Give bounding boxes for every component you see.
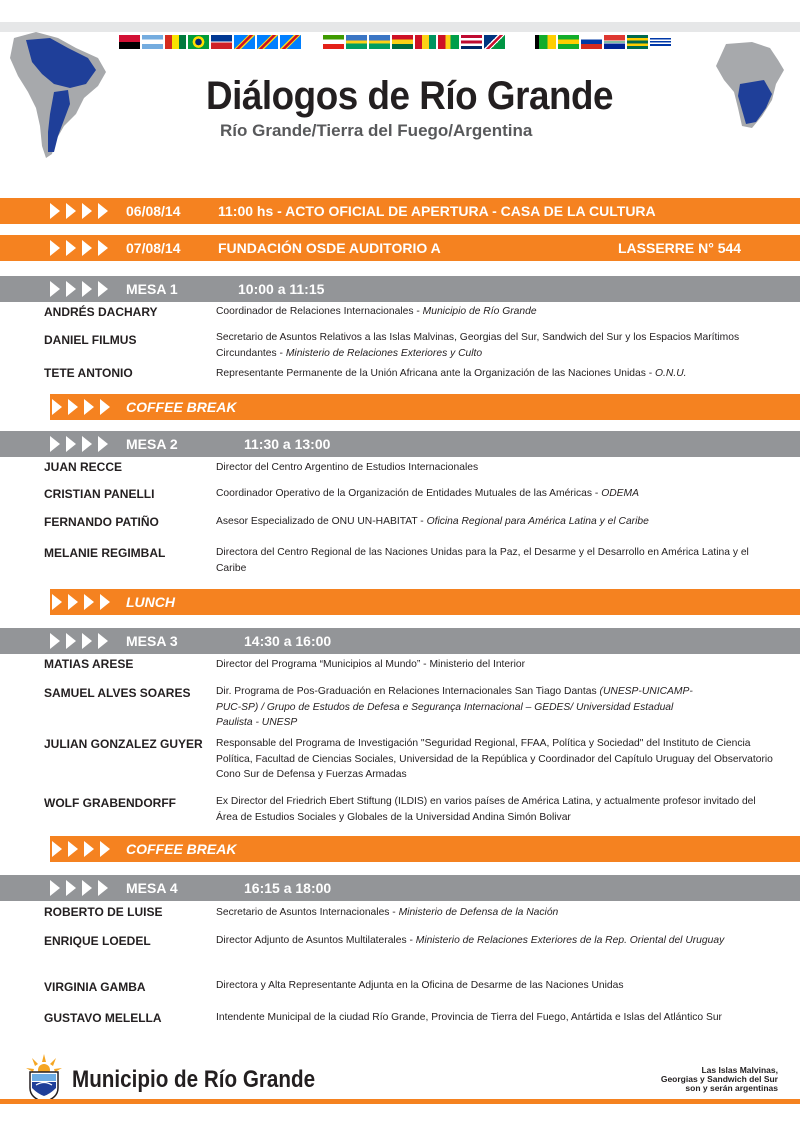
flag-icon: [460, 34, 483, 50]
mesa-label: MESA 4: [126, 880, 178, 896]
opening-date: 06/08/14: [126, 203, 181, 219]
flag-icon: [141, 34, 164, 50]
footer-slogan-line: Las Islas Malvinas,: [701, 1065, 778, 1075]
speaker-role: Directora y Alta Representante Adjunta en la Oficina de Desarme de las Naciones Unidas: [216, 980, 624, 991]
flag-icon: [233, 34, 256, 50]
chevron-arrows-icon: [50, 593, 116, 611]
speaker-role: Coordinador Operativo de la Organización de Entidades Mutuales de las Américas - ODEMA: [216, 488, 639, 499]
venue-date: 07/08/14: [126, 240, 181, 256]
flag-icon: [414, 34, 437, 50]
page-subtitle: Río Grande/Tierra del Fuego/Argentina: [220, 121, 533, 140]
speaker-role: Asesor Especializado de ONU UN-HABITAT - Oficina Regional para América Latina y el Caribe: [216, 516, 649, 527]
flag-icon: [557, 34, 580, 50]
chevron-arrows-icon: [50, 398, 116, 416]
speaker-role: Director del Programa “Municipios al Mundo” - Ministerio del Interior: [216, 659, 526, 670]
footer-title: Municipio de Río Grande: [72, 1066, 316, 1093]
flag-icon: [187, 34, 210, 50]
opening-bar: [0, 198, 800, 224]
speaker-role: Intendente Municipal de la ciudad Río Grande, Provincia de Tierra del Fuego, Antártida e Islas del Atlántico Sur: [216, 1012, 722, 1023]
speaker-role: Representante Permanente de la Unión Africana ante la Organización de las Naciones Unidas - O.N.U.: [216, 368, 687, 379]
africa-map-icon: [712, 40, 788, 132]
flag-icon: [483, 34, 506, 50]
speaker-role: Responsable del Programa de Investigación "Seguridad Regional, FFAA, Política y Sociedad" del Instituto de Ciencia Política, Facultad de Ciencias Sociales, Universidad de la República y Coordinador del Capítulo Uruguay del Observatorio Cono Sur de Defensa y Fuerzas Armadas: [216, 738, 773, 780]
speaker-name: SAMUEL ALVES SOARES: [44, 686, 191, 700]
speaker-name: CRISTIAN PANELLI: [44, 487, 155, 501]
coffee-break-label: COFFEE BREAK: [126, 399, 237, 415]
coffee-break-bar: [50, 836, 800, 862]
mesa-time: 10:00 a 11:15: [238, 281, 325, 297]
flag-icon: [391, 34, 414, 50]
footer-slogan-line: Georgias y Sandwich del Sur: [660, 1074, 778, 1084]
footer-slogan-line: son y serán argentinas: [685, 1083, 778, 1093]
flag-icon: [118, 34, 141, 50]
mesa-1-bar: [0, 276, 800, 302]
coffee-break-bar: [50, 394, 800, 420]
speaker-role: Director del Centro Argentino de Estudios Internacionales: [216, 462, 479, 473]
speaker-name: ROBERTO DE LUISE: [44, 905, 163, 919]
mesa-time: 16:15 a 18:00: [244, 880, 332, 896]
speaker-name: JUAN RECCE: [44, 460, 123, 474]
speaker-name: VIRGINIA GAMBA: [44, 980, 146, 994]
top-strip: [0, 22, 800, 32]
flag-icon: [626, 34, 649, 50]
venue-bar: [0, 235, 800, 261]
flag-icon: [534, 34, 557, 50]
speaker-role: Dir. Programa de Pos-Graduación en Relaciones Internacionales San Tiago Dantas (UNESP-UNICAMP-PUC-SP) / Grupo de Estudos de Defesa e Segurança Internacional – GEDES/ Universidad Estadual Paulista - UNESP: [216, 686, 693, 728]
speaker-name: TETE ANTONIO: [44, 366, 133, 380]
flag-icon: [437, 34, 460, 50]
chevron-arrows-icon: [48, 280, 114, 298]
speaker-name: GUSTAVO MELELLA: [44, 1011, 162, 1025]
footer-slogan: [578, 1066, 778, 1093]
speaker-name: JULIAN GONZALEZ GUYER: [44, 737, 203, 751]
speaker-role: Secretario de Asuntos Relativos a las Islas Malvinas, Georgias del Sur, Sandwich del Sur y los Espacios Marítimos Circundantes - Ministerio de Relaciones Exteriores y Culto: [216, 332, 740, 359]
flag-icon: [279, 34, 302, 50]
mesa-label: MESA 3: [126, 633, 178, 649]
speaker-role: Secretario de Asuntos Internacionales - Ministerio de Defensa de la Nación: [216, 907, 559, 918]
page-title: Diálogos de Río Grande: [206, 74, 614, 118]
flag-icon: [322, 34, 345, 50]
municipal-seal-icon: [24, 1052, 64, 1104]
flags-group-left: [118, 34, 302, 50]
flag-icon: [210, 34, 233, 50]
speaker-name: DANIEL FILMUS: [44, 333, 137, 347]
mesa-time: 14:30 a 16:00: [244, 633, 332, 649]
flag-icon: [256, 34, 279, 50]
flag-icon: [580, 34, 603, 50]
speaker-role: Directora del Centro Regional de las Naciones Unidas para la Paz, el Desarme y el Desarrollo en América Latina y el Caribe: [216, 547, 749, 574]
speaker-name: MATIAS ARESE: [44, 657, 134, 671]
mesa-label: MESA 2: [126, 436, 178, 452]
speaker-name: MELANIE REGIMBAL: [44, 546, 166, 560]
mesa-label: MESA 1: [126, 281, 178, 297]
speaker-name: FERNANDO PATIÑO: [44, 515, 159, 529]
south-america-map-icon: [6, 28, 112, 162]
flag-icon: [368, 34, 391, 50]
chevron-arrows-icon: [48, 632, 114, 650]
speaker-role: Director Adjunto de Asuntos Multilaterales - Ministerio de Relaciones Exteriores de la Rep. Oriental del Uruguay: [216, 935, 725, 946]
flag-icon: [649, 34, 672, 50]
flag-icon: [164, 34, 187, 50]
footer-line: [0, 1099, 800, 1104]
speaker-name: ANDRÉS DACHARY: [44, 305, 158, 319]
speaker-name: WOLF GRABENDORFF: [44, 796, 176, 810]
speaker-name: ENRIQUE LOEDEL: [44, 934, 151, 948]
flag-icon: [603, 34, 626, 50]
speaker-role: Coordinador de Relaciones Internacionales - Municipio de Río Grande: [216, 306, 537, 317]
speaker-role: Ex Director del Friedrich Ebert Stiftung (ILDIS) en varios países de América Latina, y actualmente profesor invitado del Área de Estudios Sociales y Globales de la Universidad Andina Simón Bolivar: [216, 796, 756, 823]
flags-group-right: [534, 34, 672, 50]
chevron-arrows-icon: [48, 879, 114, 897]
chevron-arrows-icon: [48, 239, 114, 257]
venue-text: FUNDACIÓN OSDE AUDITORIO A: [218, 240, 441, 256]
mesa-2-bar: [0, 431, 800, 457]
lunch-label: LUNCH: [126, 594, 175, 610]
flags-group-middle: [322, 34, 506, 50]
mesa-time: 11:30 a 13:00: [244, 436, 331, 452]
mesa-4-bar: [0, 875, 800, 901]
opening-text: 11:00 hs - ACTO OFICIAL DE APERTURA - CASA DE LA CULTURA: [218, 203, 656, 219]
lunch-bar: [50, 589, 800, 615]
chevron-arrows-icon: [48, 202, 114, 220]
venue-address: LASSERRE N° 544: [618, 240, 742, 256]
coffee-break-label: COFFEE BREAK: [126, 841, 237, 857]
mesa-3-bar: [0, 628, 800, 654]
chevron-arrows-icon: [50, 840, 116, 858]
flag-icon: [345, 34, 368, 50]
chevron-arrows-icon: [48, 435, 114, 453]
